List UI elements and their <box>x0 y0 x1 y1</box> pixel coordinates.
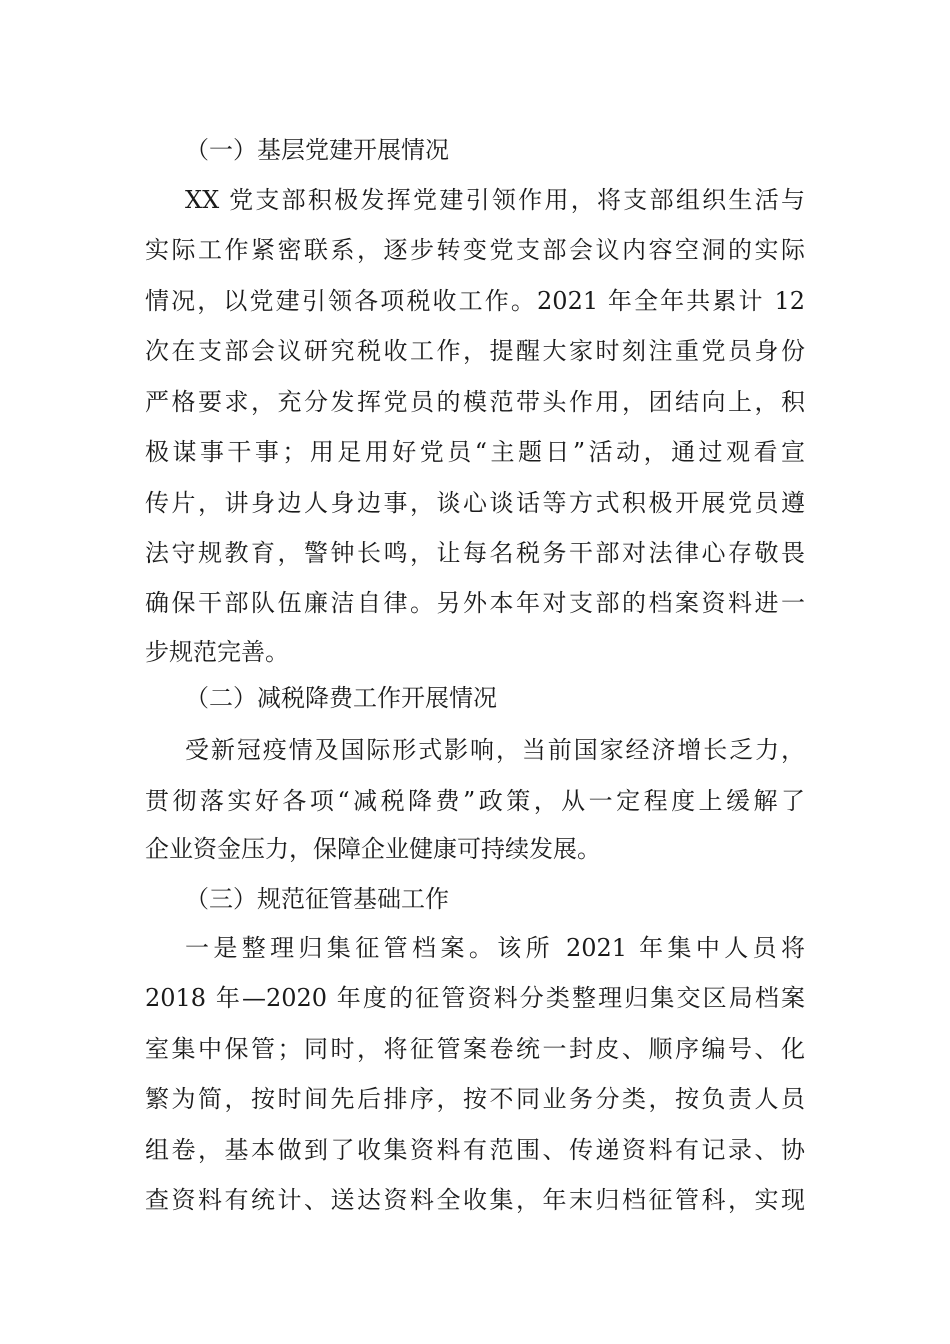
paragraph-line: 企业资金压力，保障企业健康可持续发展。 <box>145 835 601 863</box>
paragraph-line: 情况，以党建引领各项税收工作。2021 年全年共累计 12 <box>145 287 805 315</box>
paragraph-line: 步规范完善。 <box>145 638 289 666</box>
paragraph-line: 极谋事干事；用足用好党员“主题日”活动，通过观看宣 <box>145 438 805 466</box>
paragraph-line: 一是整理归集征管档案。该所 2021 年集中人员将 <box>185 934 805 962</box>
paragraph-line: 繁为简，按时间先后排序，按不同业务分类，按负责人员 <box>145 1085 805 1113</box>
paragraph-line: 传片，讲身边人身边事，谈心谈话等方式积极开展党员遵 <box>145 489 805 517</box>
paragraph-line: 室集中保管；同时，将征管案卷统一封皮、顺序编号、化 <box>145 1035 805 1063</box>
paragraph-line: 确保干部队伍廉洁自律。另外本年对支部的档案资料进一 <box>145 589 805 617</box>
paragraph-line: XX 党支部积极发挥党建引领作用，将支部组织生活与 <box>185 186 805 214</box>
paragraph-line: 受新冠疫情及国际形式影响，当前国家经济增长乏力， <box>185 736 805 764</box>
paragraph-line: 组卷，基本做到了收集资料有范围、传递资料有记录、协 <box>145 1136 805 1164</box>
paragraph-line: 次在支部会议研究税收工作，提醒大家时刻注重党员身份 <box>145 337 805 365</box>
section-heading-3: （三）规范征管基础工作 <box>185 885 449 913</box>
paragraph-line: 严格要求，充分发挥党员的模范带头作用，团结向上，积 <box>145 388 805 416</box>
paragraph-line: 实际工作紧密联系，逐步转变党支部会议内容空洞的实际 <box>145 236 805 264</box>
paragraph-line: 法守规教育，警钟长鸣，让每名税务干部对法律心存敬畏 <box>145 539 805 567</box>
paragraph-line: 2018 年—2020 年度的征管资料分类整理归集交区局档案 <box>145 984 805 1012</box>
paragraph-line: 查资料有统计、送达资料全收集，年末归档征管科，实现 <box>145 1186 805 1214</box>
section-heading-2: （二）减税降费工作开展情况 <box>185 684 497 712</box>
paragraph-line: 贯彻落实好各项“减税降费”政策，从一定程度上缓解了 <box>145 787 805 815</box>
section-heading-1: （一）基层党建开展情况 <box>185 136 449 164</box>
